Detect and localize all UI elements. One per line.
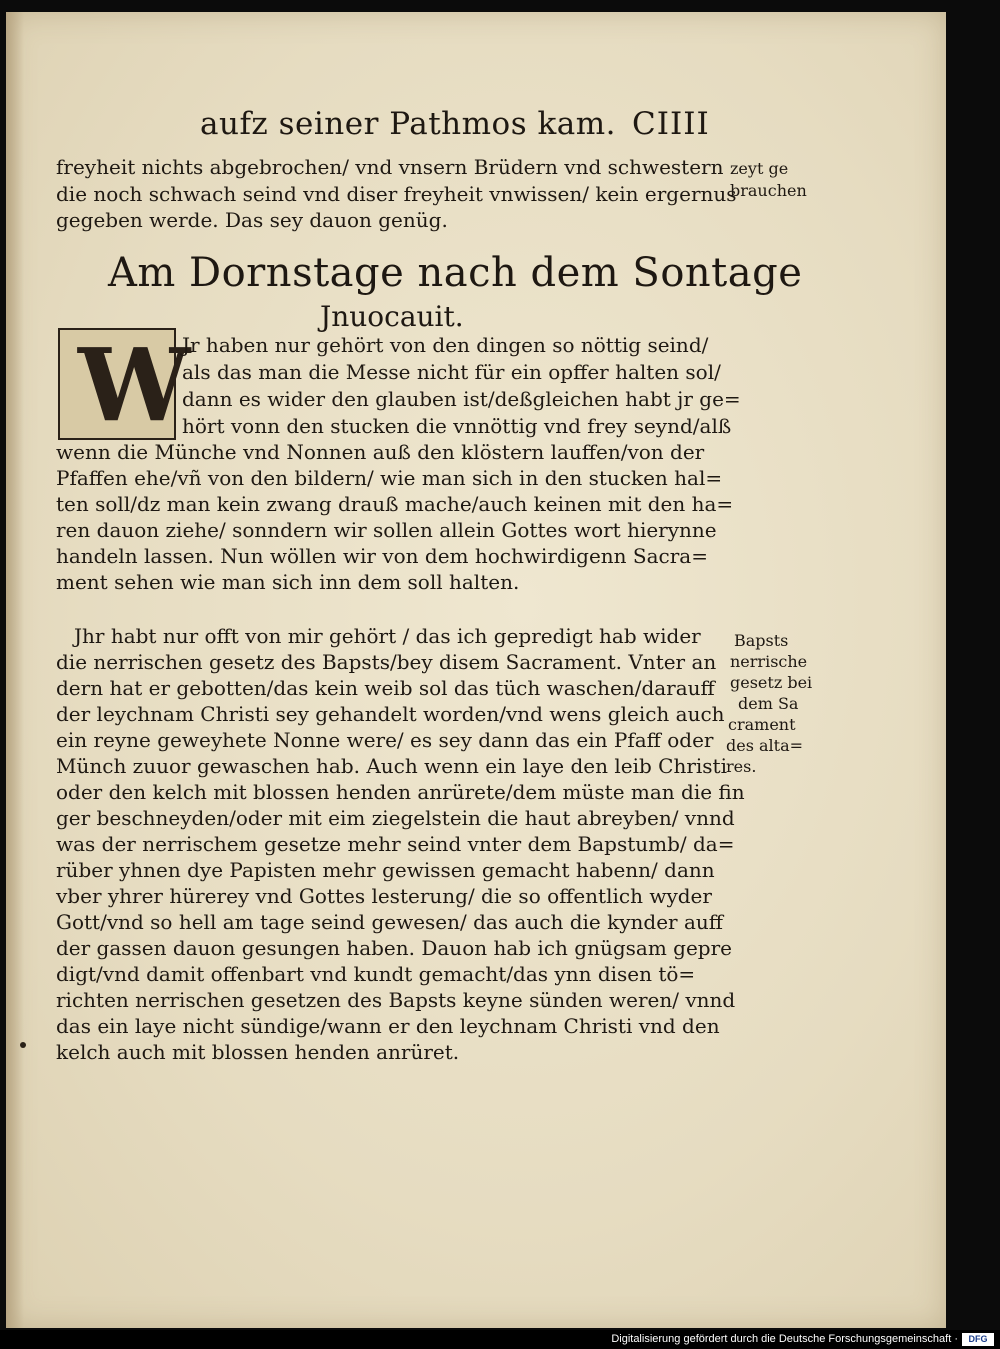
text-line: Münch zuuor gewaschen hab. Auch wenn ein laye den leib Christi xyxy=(56,754,727,778)
text-line: rüber yhnen dye Papisten mehr gewissen gemacht habenn/ dann xyxy=(56,858,715,882)
text-line: oder den kelch mit blossen henden anrürete/dem müste man die fin xyxy=(56,780,745,804)
text-line: ren dauon ziehe/ sonndern wir sollen allein Gottes wort hierynne xyxy=(56,518,717,542)
text-line: Pfaffen ehe/vñ von den bildern/ wie man sich in den stucken hal= xyxy=(56,466,723,490)
footer-credit: Digitalisierung gefördert durch die Deutsche Forschungsgemeinschaft · xyxy=(611,1333,958,1345)
margin-note-line: gesetz bei xyxy=(730,673,813,692)
text-line: kelch auch mit blossen henden anrüret. xyxy=(56,1040,460,1064)
decorated-initial xyxy=(58,326,191,444)
text-line: Jr haben nur gehört von den dingen so nöttig seind/ xyxy=(182,333,709,357)
text-line: ment sehen wie man sich inn dem soll halten. xyxy=(56,570,520,594)
text-line: digt/vnd damit offenbart vnd kundt gemacht/das ynn disen tö= xyxy=(56,962,696,986)
section-heading: Am Dornstage nach dem Sontage xyxy=(108,250,803,296)
text-line: gegeben werde. Das sey dauon genüg. xyxy=(56,208,448,232)
text-line: Gott/vnd so hell am tage seind gewesen/ das auch die kynder auff xyxy=(56,910,723,934)
text-line: hört vonn den stucken die vnnöttig vnd frey seynd/alß xyxy=(182,414,732,438)
text-line: freyheit nichts abgebrochen/ vnd vnsern Brüdern vnd schwestern xyxy=(56,155,724,179)
margin-note-line: brauchen xyxy=(730,181,807,200)
margin-note-line: zeyt ge xyxy=(730,159,789,178)
dfg-logo[interactable]: DFG xyxy=(962,1333,994,1346)
margin-note-line: crament xyxy=(728,715,796,734)
text-line: ten soll/dz man kein zwang drauß mache/auch keinen mit den ha= xyxy=(56,492,734,516)
footer-bar xyxy=(0,1330,1000,1349)
text-line: als das man die Messe nicht für ein opffer halten sol/ xyxy=(182,360,721,384)
text-line: der leychnam Christi sey gehandelt worden/vnd wens gleich auch xyxy=(56,702,725,726)
text-line: Jhr habt nur offt von mir gehört / das ich gepredigt hab wider xyxy=(74,624,701,648)
text-line: vber yhrer hürerey vnd Gottes lesterung/ die so offentlich wyder xyxy=(56,884,712,908)
text-line: dann es wider den glauben ist/deßgleichen habt jr ge= xyxy=(182,387,741,411)
text-line: richten nerrischen gesetzen des Bapsts keyne sünden weren/ vnnd xyxy=(56,988,736,1012)
text-line: handeln lassen. Nun wöllen wir von dem hochwirdigenn Sacra= xyxy=(56,544,708,568)
running-head: aufz seiner Pathmos kam. xyxy=(200,106,616,142)
text-line: dern hat er gebotten/das kein weib sol das tüch waschen/darauff xyxy=(56,676,715,700)
margin-note-line: des alta= xyxy=(726,736,804,755)
initial-letter: W xyxy=(78,326,191,444)
text-line: ger beschneyden/oder mit eim ziegelstein die haut abreyben/ vnnd xyxy=(56,806,735,830)
text-line: ein reyne geweyhete Nonne were/ es sey dann das ein Pfaff oder xyxy=(56,728,714,752)
text-line: wenn die Münche vnd Nonnen auß den klöstern lauffen/von der xyxy=(56,440,705,464)
margin-note-line: Bapsts xyxy=(734,631,789,650)
section-subheading: Jnuocauit. xyxy=(320,300,464,333)
text-line: der gassen dauon gesungen haben. Dauon hab ich gnügsam gepre xyxy=(56,936,732,960)
page-gutter xyxy=(6,12,24,1328)
margin-note-line: dem Sa xyxy=(738,694,799,713)
text-line: die nerrischen gesetz des Bapsts/bey disem Sacrament. Vnter an xyxy=(56,650,717,674)
text-line: die noch schwach seind vnd diser freyheit vnwissen/ kein ergernus xyxy=(56,182,737,206)
ink-mark xyxy=(20,1042,26,1048)
text-line: das ein laye nicht sündige/wann er den leychnam Christi vnd den xyxy=(56,1014,720,1038)
text-line: was der nerrischem gesetze mehr seind vnter dem Bapstumb/ da= xyxy=(56,832,735,856)
margin-note-line: nerrische xyxy=(730,652,808,671)
folio-number: CIIII xyxy=(632,106,710,142)
margin-note-line: res. xyxy=(726,757,757,776)
